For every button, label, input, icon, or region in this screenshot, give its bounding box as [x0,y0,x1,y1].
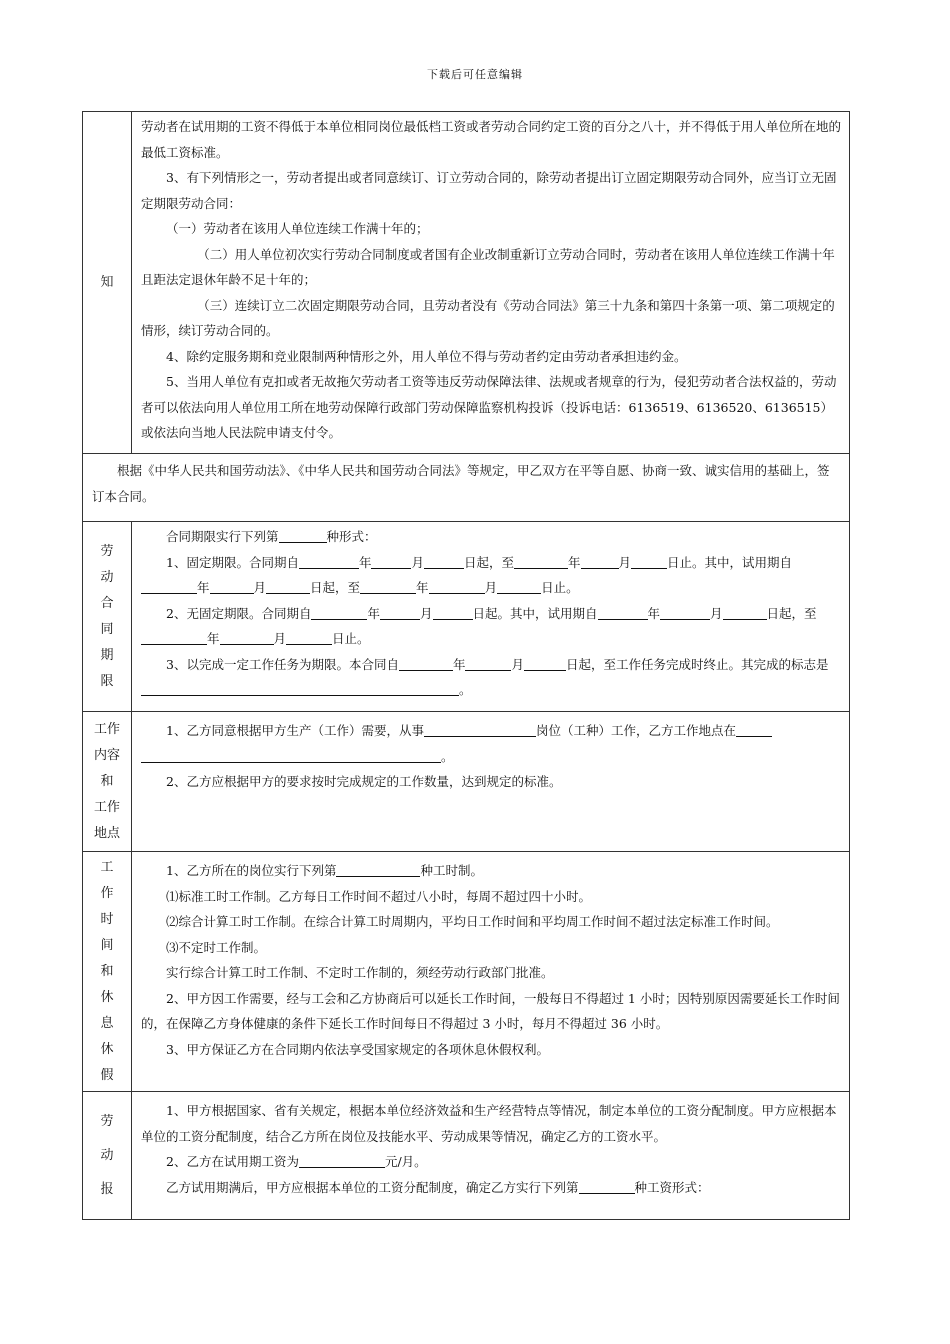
work-clause-1 [141,718,841,769]
pay-label [83,1092,132,1220]
clause-text: 3、以完成一定工作任务为期限。本合同自 [166,656,399,672]
blank-field[interactable] [524,655,566,671]
clause-text: 日起。其中，试用期自 [472,605,598,621]
hours-label-char: 工 [100,859,114,875]
hours-clause: ⑶不定时工作制。 [166,939,267,955]
clause-text: 种工资形式： [634,1179,710,1195]
notice-content [132,112,850,454]
hours-clause: 3、甲方保证乙方在合同期内依法享受国家规定的各项休息休假权利。 [166,1041,549,1057]
hour-system-blank[interactable] [336,861,420,877]
term-label-char: 期 [100,647,114,663]
blank-field[interactable] [286,629,332,645]
term-label-char: 动 [100,569,114,585]
clause-text: 岗位（工种）工作，乙方工作地点在 [535,723,736,738]
fixed-term-clause [141,550,841,601]
work-label-line: 工作 [93,721,120,737]
clause-text: 1、乙方所在的岗位实行下列第 [166,863,337,878]
blank-field[interactable] [360,578,416,594]
work-label-line: 和 [100,773,114,789]
hours-label-char: 息 [100,1015,114,1031]
notice-paragraph: （一）劳动者在该用人单位连续工作满十年的； [166,221,429,236]
blank-field[interactable] [141,629,207,645]
term-content [132,522,850,712]
preamble-text: 根据《中华人民共和国劳动法》、《中华人民共和国劳动合同法》等规定，甲乙双方在平等自愿、协商一致、诚实信用的基础上，签订本合同。 [92,463,830,504]
clause-text: 日起，至 [766,605,817,621]
blank-field[interactable] [424,553,464,569]
hours-row [83,852,850,1092]
notice-paragraph: 3、有下列情形之一，劳动者提出或者同意续订、订立劳动合同的，除劳动者提出订立固定期限劳动合同外，应当订立无固定期限劳动合同： [141,170,837,211]
clause-text: 2、无固定期限。合同期自 [166,605,312,621]
blank-field[interactable] [631,553,667,569]
work-content [132,712,850,852]
hours-clause-1 [141,858,841,884]
term-form-blank[interactable] [279,527,327,543]
clause-text: 。 [441,748,454,764]
blank-field[interactable] [311,604,367,620]
hours-label-char: 和 [100,963,114,979]
pay-row [83,1092,850,1220]
clause-text: 日起，至 [464,554,515,570]
hours-label-char: 假 [100,1067,114,1083]
work-row [83,712,850,852]
clause-text: 月 [253,580,267,595]
hours-content [132,852,850,1092]
clause-text: 年 [367,605,380,621]
notice-row [83,112,850,454]
clause-text: 乙方试用期满后，甲方应根据本单位的工资分配制度，确定乙方实行下列第 [166,1179,579,1195]
clause-text: 月 [618,554,632,570]
notice-label: 知 [83,112,132,454]
blank-field[interactable] [514,553,568,569]
open-term-clause [141,601,841,652]
blank-field[interactable] [723,604,767,620]
term-label-char: 限 [100,673,114,689]
work-clause-2: 2、乙方应根据甲方的要求按时完成规定的工作数量，达到规定的标准。 [166,774,562,789]
blank-field[interactable] [598,604,648,620]
blank-field[interactable] [141,578,197,594]
blank-field[interactable] [497,578,541,594]
work-label-line: 工作 [93,799,120,815]
blank-field[interactable] [210,578,254,594]
clause-text: 种工时制。 [420,863,483,878]
clause-text: 。 [459,682,472,697]
task-term-clause [141,652,841,703]
hours-label-char: 休 [100,1041,114,1057]
blank-field[interactable] [465,655,511,671]
blank-field[interactable] [660,604,710,620]
preamble-row [83,454,850,522]
hours-label-char: 休 [100,989,114,1005]
hours-clause: ⑵综合计算工时工作制。在综合计算工时周期内，平均日工作时间和平均周工作时间不超过法定标准工作时间。 [166,914,779,929]
hours-label [83,852,132,1092]
clause-text: 1、固定期限。合同期自 [166,554,299,570]
term-row [83,522,850,712]
hours-label-char: 时 [100,911,114,927]
clause-text: 月 [273,631,287,646]
clause-text: 元/月。 [384,1154,427,1169]
term-label-char: 劳 [100,543,114,559]
notice-paragraph: （三）连续订立二次固定期限劳动合同，且劳动者没有《劳动合同法》第三十九条和第四十条第一项、第二项规定的情形，续订劳动合同的。 [141,297,835,338]
clause-text: 年 [207,631,220,646]
work-label [83,712,132,852]
blank-field[interactable] [299,553,359,569]
clause-text: 年 [452,656,466,672]
pay-label-char: 劳 [100,1113,114,1129]
probation-pay-blank[interactable] [299,1152,385,1168]
clause-text: 2、乙方在试用期工资为 [166,1154,299,1169]
hours-label-char: 间 [100,937,114,953]
clause-text: 月 [484,580,498,595]
clause-text: 月 [511,656,524,672]
clause-text: 1、乙方同意根据甲方生产（工作）需要，从事 [166,723,424,738]
notice-paragraph: （二）用人单位初次实行劳动合同制度或者国有企业改制重新订立劳动合同时，劳动者在该用人单位连续工作满十年且距法定退休年龄不足十年的； [141,246,835,287]
pay-label-char: 动 [100,1147,114,1163]
term-intro-text: 合同期限实行下列第 [166,529,279,544]
blank-field[interactable] [371,553,411,569]
clause-text: 月 [710,605,723,621]
pay-clause-1: 1、甲方根据国家、省有关规定，根据本单位经济效益和生产经营特点等情况，制定本单位的工资分配制度。甲方应根据本单位的工资分配制度，结合乙方所在岗位及技能水平、劳动成果等情况，确定乙方的工资水平。 [141,1103,837,1144]
blank-field[interactable] [380,604,420,620]
clause-text: 年 [568,554,581,570]
blank-field[interactable] [220,629,274,645]
blank-field[interactable] [141,680,459,696]
hours-label-char: 作 [100,885,114,901]
pay-clause-2 [141,1149,841,1175]
blank-field[interactable] [266,578,310,594]
pay-form-blank[interactable] [579,1178,635,1194]
blank-field[interactable] [581,553,619,569]
preamble-cell [83,454,850,522]
hours-clause: ⑴标准工时工作制。乙方每日工作时间不超过八小时，每周不超过四十小时。 [166,888,592,904]
pay-clause-3 [141,1175,841,1201]
post-blank[interactable] [424,721,536,737]
term-label [83,522,132,712]
clause-text: 日止。 [541,580,579,595]
clause-text: 年 [647,605,661,621]
term-label-char: 同 [100,621,114,637]
notice-paragraph: 4、除约定服务期和竞业限制两种情形之外，用人单位不得与劳动者约定由劳动者承担违约金。 [166,348,687,364]
pay-label-char: 报 [100,1181,114,1197]
clause-text: 日止。其中，试用期自 [667,554,793,570]
clause-text: 月 [419,605,433,621]
place-blank[interactable] [141,747,441,763]
clause-text: 年 [416,580,429,595]
notice-paragraph: 劳动者在试用期的工资不得低于本单位相同岗位最低档工资或者劳动合同约定工资的百分之八十，并不得低于用人单位所在地的最低工资标准。 [141,119,842,160]
page-header: 下载后可任意编辑 [427,68,523,81]
clause-text: 日止。 [332,631,370,646]
blank-field[interactable] [399,655,453,671]
clause-text: 日起，至工作任务完成时终止。其完成的标志是 [566,656,829,672]
clause-text: 日起，至 [310,580,361,595]
pay-content [132,1092,850,1220]
notice-paragraph: 5、当用人单位有克扣或者无故拖欠劳动者工资等违反劳动保障法律、法规或者规章的行为，侵犯劳动者合法权益的，劳动者可以依法向用人单位用工所在地劳动保障行政部门劳动保障监察机构投诉（投诉电话：6136519、6136520、6136515）或依法向当地人民法院申请支付令。 [141,374,837,440]
work-label-line: 内容 [93,747,120,763]
hours-clause: 2、甲方因工作需要，经与工会和乙方协商后可以延长工作时间，一般每日不得超过 1 小时；因特别原因需要延长工作时间的，在保障乙方身体健康的条件下延长工作时间每日不得超过 3 小时，每月不得超过 36 小时。 [141,990,840,1031]
work-label-line: 地点 [93,825,120,841]
place-blank[interactable] [736,721,772,737]
clause-text: 年 [197,580,210,595]
term-intro-text: 种形式： [326,529,377,544]
blank-field[interactable] [429,578,485,594]
hours-clause: 实行综合计算工时工作制、不定时工作制的，须经劳动行政部门批准。 [166,965,554,980]
clause-text: 月 [411,554,424,570]
term-label-char: 合 [100,595,114,611]
blank-field[interactable] [433,604,473,620]
contract-table [82,111,850,1220]
clause-text: 年 [358,554,372,570]
term-intro [141,524,841,550]
